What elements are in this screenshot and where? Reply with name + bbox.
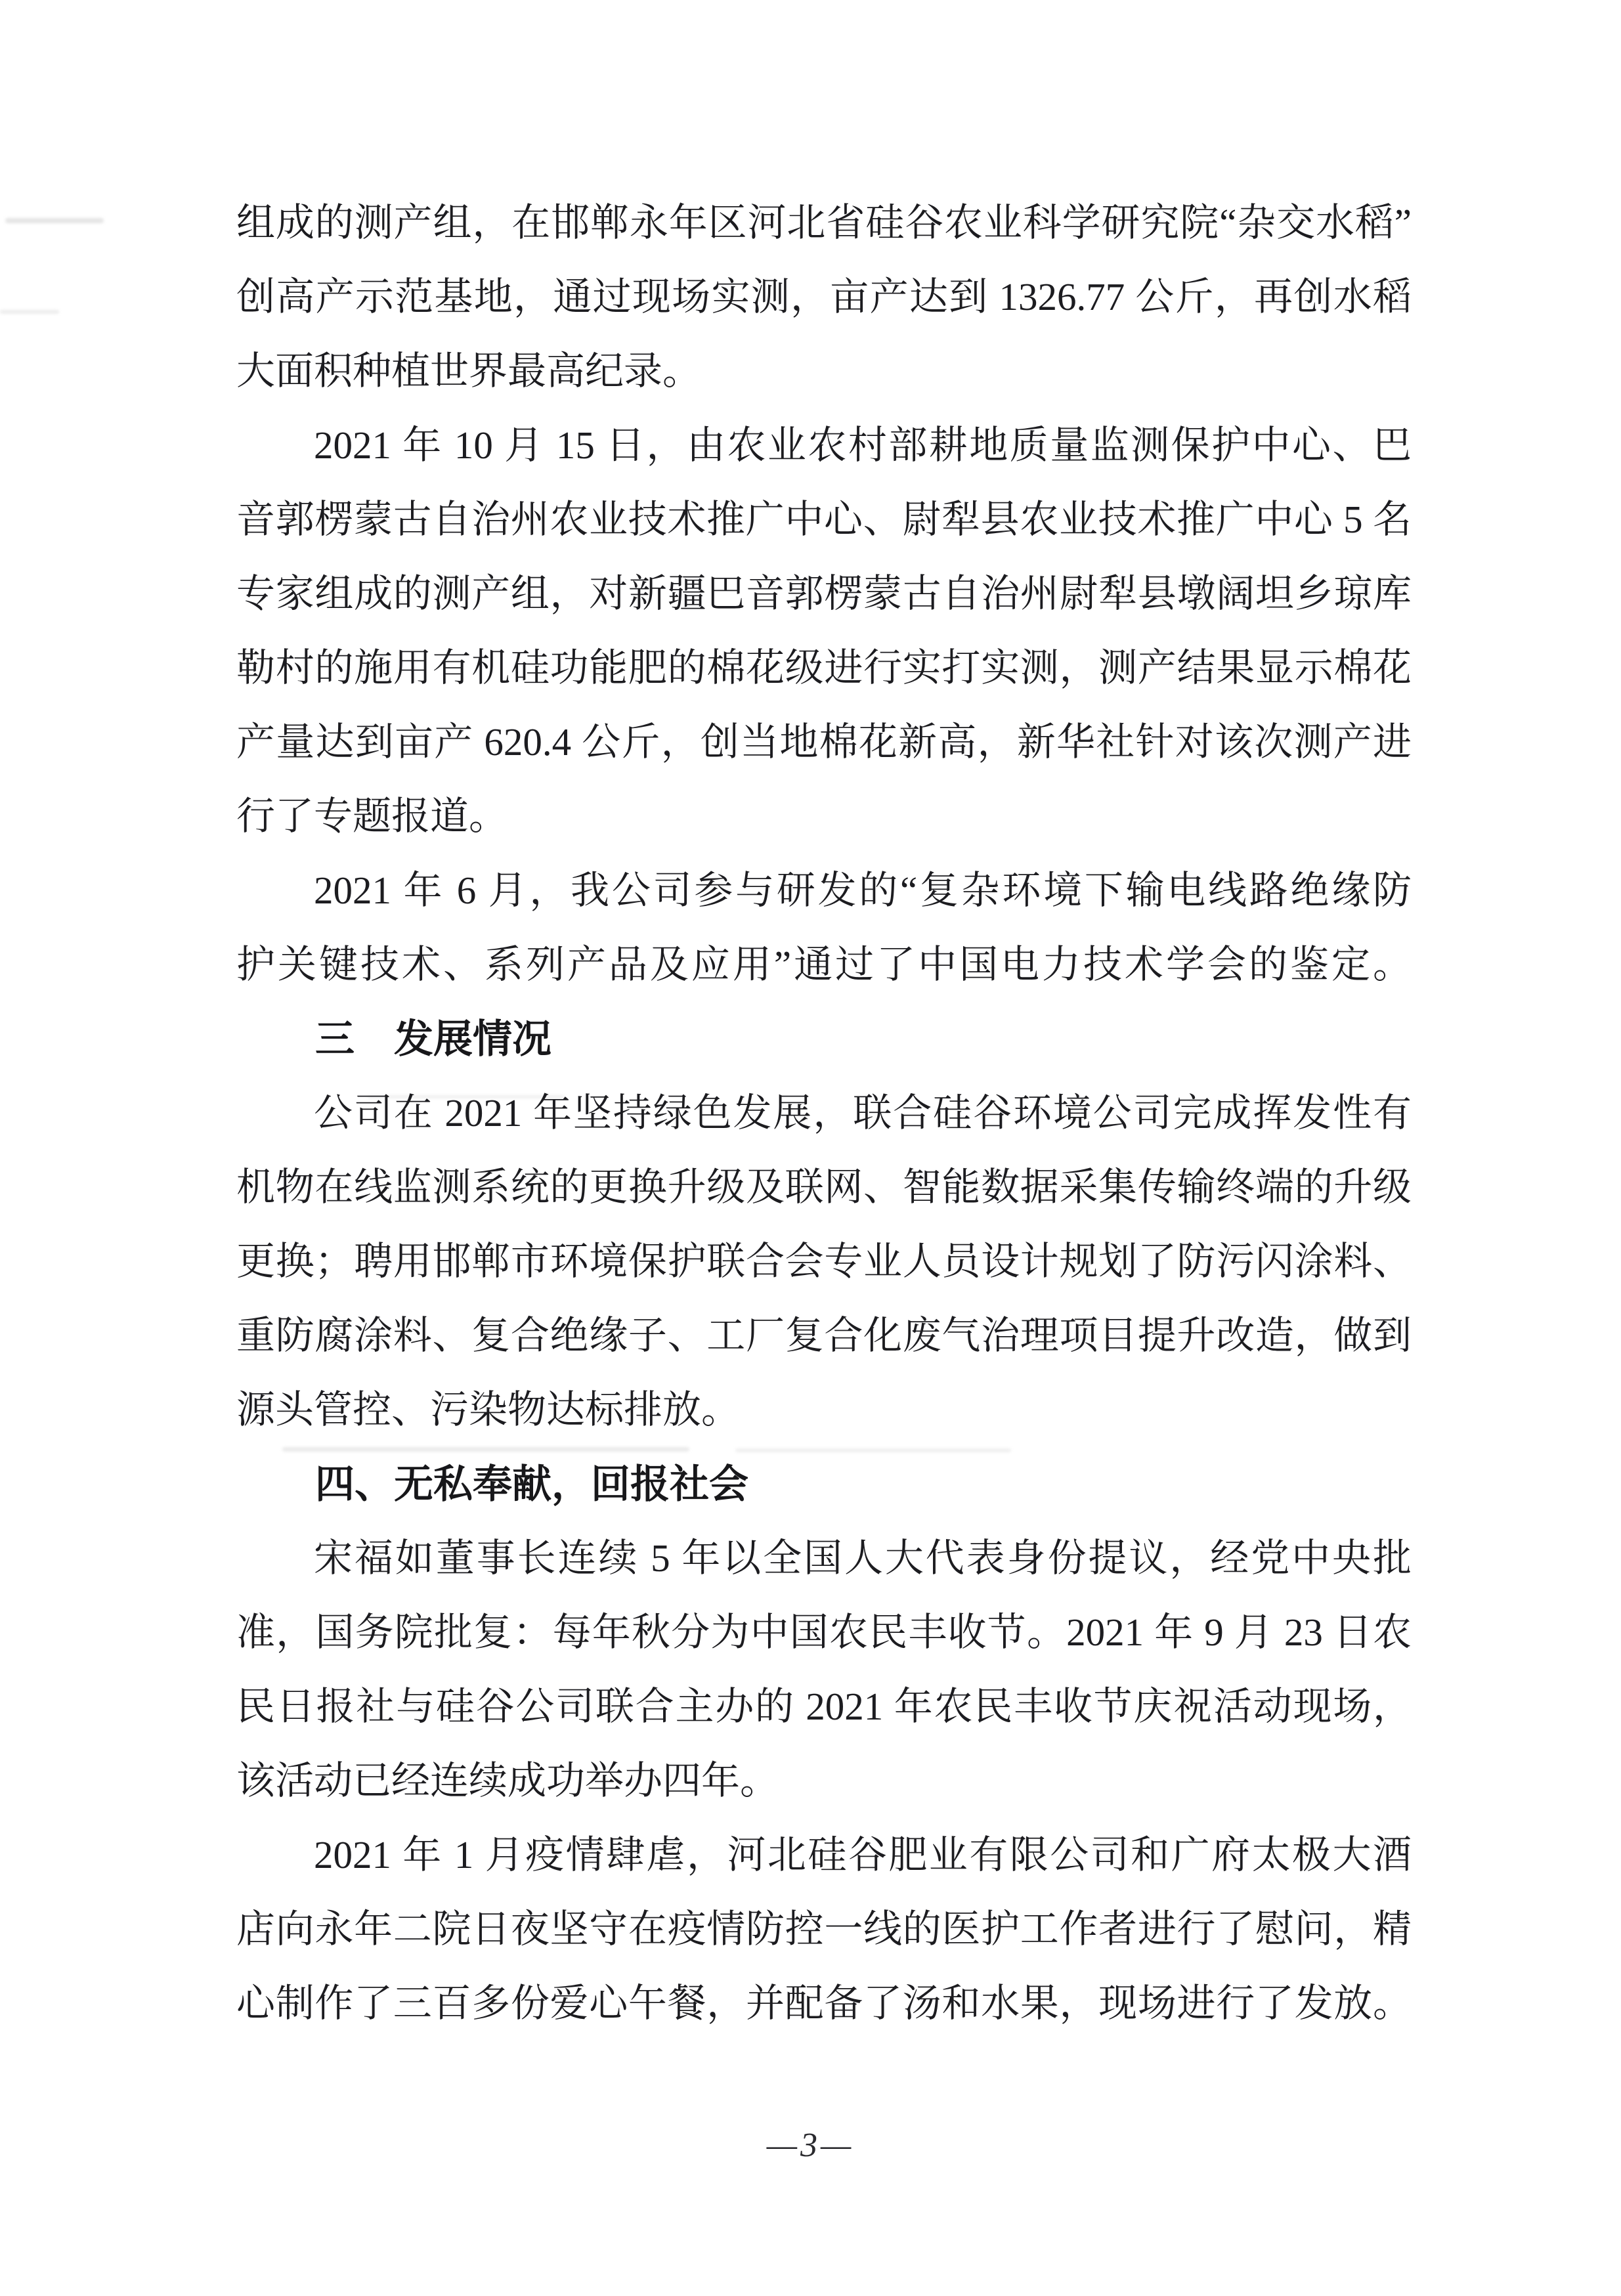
- text-line: 音郭楞蒙古自治州农业技术推广中心、尉犁县农业技术推广中心 5 名: [236, 498, 1412, 541]
- text-line: 组成的测产组，在邯郸永年区河北省硅谷农业科学研究院“杂交水稻”: [236, 201, 1412, 244]
- text-line: 准，国务院批复：每年秋分为中国农民丰收节。2021 年 9 月 23 日农: [236, 1611, 1412, 1654]
- text-line: 店向永年二院日夜坚守在疫情防控一线的医护工作者进行了慰问，精: [236, 1907, 1412, 1951]
- text-line: 该活动已经连续成功举办四年。: [236, 1759, 779, 1802]
- section-heading: [236, 1447, 1412, 1521]
- text-line: 勒村的施用有机硅功能肥的棉花级进行实打实测，测产结果显示棉花: [236, 646, 1412, 689]
- text-line: 民日报社与硅谷公司联合主办的 2021 年农民丰收节庆祝活动现场，: [236, 1685, 1412, 1728]
- scan-artifact: [5, 218, 104, 223]
- page-number: —3—: [766, 2127, 855, 2164]
- paragraph: [236, 186, 1412, 408]
- text-line: 创高产示范基地，通过现场实测，亩产达到 1326.77 公斤，再创水稻: [236, 275, 1412, 318]
- text-line: 心制作了三百多份爱心午餐，并配备了汤和水果，现场进行了发放。: [236, 1982, 1412, 2025]
- paragraph: [236, 1521, 1412, 1818]
- paragraph: [236, 1076, 1412, 1447]
- paragraph: [236, 1818, 1412, 2041]
- text-line: 2021 年 10 月 15 日，由农业农村部耕地质量监测保护中心、巴: [314, 423, 1412, 467]
- text-line: 2021 年 1 月疫情肆虐，河北硅谷肥业有限公司和广府太极大酒: [314, 1833, 1412, 1876]
- text-line: 护关键技术、系列产品及应用”通过了中国电力技术学会的鉴定。: [236, 943, 1412, 986]
- text-line: 机物在线监测系统的更换升级及联网、智能数据采集传输终端的升级: [236, 1165, 1412, 1209]
- paragraph: [236, 408, 1412, 854]
- text-line: 公司在 2021 年坚持绿色发展，联合硅谷环境公司完成挥发性有: [314, 1091, 1412, 1135]
- text-line: 大面积种植世界最高纪录。: [236, 349, 702, 393]
- text-line: 四、无私奉献，回报社会: [315, 1462, 748, 1506]
- text-line: 2021 年 6 月，我公司参与研发的“复杂环境下输电线路绝缘防: [314, 869, 1412, 912]
- text-line: 宋福如董事长连续 5 年以全国人大代表身份提议，经党中央批: [314, 1536, 1412, 1580]
- text-line: 重防腐涂料、复合绝缘子、工厂复合化废气治理项目提升改造，做到: [236, 1314, 1412, 1357]
- scan-artifact: [0, 310, 59, 314]
- text-line: 三 发展情况: [315, 1017, 551, 1061]
- section-heading: [236, 1002, 1412, 1076]
- text-line: 行了专题报道。: [236, 794, 508, 838]
- text-line: 专家组成的测产组，对新疆巴音郭楞蒙古自治州尉犁县墩阔坦乡琼库: [236, 572, 1412, 615]
- text-line: 产量达到亩产 620.4 公斤，创当地棉花新高，新华社针对该次测产进: [236, 720, 1412, 764]
- text-body: [236, 186, 1412, 2041]
- paragraph: [236, 854, 1412, 1002]
- text-line: 更换；聘用邯郸市环境保护联合会专业人员设计规划了防污闪涂料、: [236, 1240, 1412, 1283]
- text-line: 源头管控、污染物达标排放。: [236, 1388, 741, 1431]
